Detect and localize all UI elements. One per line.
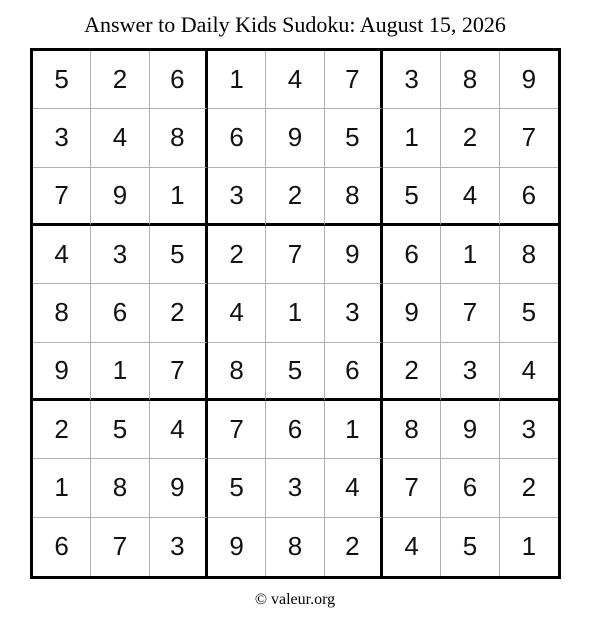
sudoku-cell-r5-c2: 6 <box>91 284 149 342</box>
sudoku-cell-r9-c6: 2 <box>325 518 383 576</box>
sudoku-cell-r3-c6: 8 <box>325 168 383 226</box>
sudoku-cell-r8-c5: 3 <box>266 459 324 517</box>
sudoku-cell-r9-c7: 4 <box>383 518 441 576</box>
sudoku-cell-r1-c5: 4 <box>266 51 324 109</box>
sudoku-cell-r7-c8: 9 <box>441 401 499 459</box>
sudoku-cell-r2-c1: 3 <box>33 109 91 167</box>
sudoku-cell-r8-c4: 5 <box>208 459 266 517</box>
sudoku-cell-r8-c6: 4 <box>325 459 383 517</box>
sudoku-cell-r5-c7: 9 <box>383 284 441 342</box>
sudoku-cell-r2-c4: 6 <box>208 109 266 167</box>
sudoku-cell-r4-c3: 5 <box>150 226 208 284</box>
sudoku-cell-r3-c9: 6 <box>500 168 558 226</box>
site-credit: © valeur.org <box>254 591 336 608</box>
sudoku-cell-r5-c3: 2 <box>150 284 208 342</box>
sudoku-cell-r5-c6: 3 <box>325 284 383 342</box>
sudoku-cell-r3-c3: 1 <box>150 168 208 226</box>
sudoku-cell-r8-c2: 8 <box>91 459 149 517</box>
sudoku-cell-r8-c8: 6 <box>441 459 499 517</box>
sudoku-cell-r1-c7: 3 <box>383 51 441 109</box>
sudoku-cell-r6-c1: 9 <box>33 343 91 401</box>
sudoku-cell-r3-c8: 4 <box>441 168 499 226</box>
sudoku-cell-r1-c8: 8 <box>441 51 499 109</box>
sudoku-cell-r7-c3: 4 <box>150 401 208 459</box>
sudoku-cell-r9-c4: 9 <box>208 518 266 576</box>
sudoku-cell-r4-c9: 8 <box>500 226 558 284</box>
sudoku-cell-r3-c7: 5 <box>383 168 441 226</box>
sudoku-cell-r7-c6: 1 <box>325 401 383 459</box>
sudoku-cell-r7-c9: 3 <box>500 401 558 459</box>
sudoku-cell-r8-c3: 9 <box>150 459 208 517</box>
sudoku-cell-r2-c8: 2 <box>441 109 499 167</box>
sudoku-cell-r3-c1: 7 <box>33 168 91 226</box>
sudoku-cell-r4-c5: 7 <box>266 226 324 284</box>
sudoku-cell-r3-c2: 9 <box>91 168 149 226</box>
sudoku-cell-r6-c9: 4 <box>500 343 558 401</box>
sudoku-cell-r1-c3: 6 <box>150 51 208 109</box>
sudoku-cell-r9-c8: 5 <box>441 518 499 576</box>
sudoku-cell-r1-c6: 7 <box>325 51 383 109</box>
sudoku-cell-r9-c9: 1 <box>521 531 537 562</box>
sudoku-cell-r2-c6: 5 <box>325 109 383 167</box>
sudoku-cell-r6-c4: 8 <box>208 343 266 401</box>
sudoku-cell-r4-c1: 4 <box>33 226 91 284</box>
sudoku-cell-r4-c8: 1 <box>441 226 499 284</box>
sudoku-cell-r5-c8: 7 <box>441 284 499 342</box>
sudoku-cell-r1-c2: 2 <box>91 51 149 109</box>
sudoku-cell-r6-c3: 7 <box>150 343 208 401</box>
sudoku-cell-r4-c7: 6 <box>383 226 441 284</box>
sudoku-cell-r5-c5: 1 <box>266 284 324 342</box>
sudoku-cell-r2-c7: 1 <box>383 109 441 167</box>
sudoku-cell-r9-c2: 7 <box>91 518 149 576</box>
sudoku-cell-r5-c4: 4 <box>208 284 266 342</box>
sudoku-cell-r5-c1: 8 <box>33 284 91 342</box>
sudoku-cell-r7-c4: 7 <box>208 401 266 459</box>
sudoku-cell-r6-c8: 3 <box>441 343 499 401</box>
sudoku-cell-r4-c4: 2 <box>208 226 266 284</box>
sudoku-cell-r8-c9: 2 <box>500 459 558 517</box>
sudoku-cell-r6-c6: 6 <box>325 343 383 401</box>
sudoku-cell-r9-c3: 3 <box>150 518 208 576</box>
sudoku-cell-r7-c5: 6 <box>266 401 324 459</box>
sudoku-cell-r7-c1: 2 <box>33 401 91 459</box>
sudoku-cell-r1-c4: 1 <box>208 51 266 109</box>
sudoku-cell-r4-c6: 9 <box>325 226 383 284</box>
sudoku-cell-r2-c3: 8 <box>150 109 208 167</box>
sudoku-cell-r2-c5: 9 <box>266 109 324 167</box>
sudoku-cell-r3-c5: 2 <box>266 168 324 226</box>
sudoku-cell-r8-c1: 1 <box>33 459 91 517</box>
sudoku-cell-r5-c9: 5 <box>500 284 558 342</box>
sudoku-cell-r7-c2: 5 <box>91 401 149 459</box>
sudoku-cell-r1-c9: 9 <box>500 51 558 109</box>
sudoku-cell-r6-c2: 1 <box>91 343 149 401</box>
sudoku-cell-r2-c2: 4 <box>91 109 149 167</box>
sudoku-cell-r2-c9: 7 <box>500 109 558 167</box>
sudoku-cell-r8-c7: 7 <box>383 459 441 517</box>
sudoku-cell-r1-c1: 5 <box>33 51 91 109</box>
sudoku-cell-r7-c7: 8 <box>383 401 441 459</box>
sudoku-cell-r9-c1: 6 <box>33 518 91 576</box>
sudoku-cell-r6-c7: 2 <box>383 343 441 401</box>
sudoku-cell-r3-c4: 3 <box>208 168 266 226</box>
sudoku-cell-r6-c5: 5 <box>266 343 324 401</box>
sudoku-cell-r4-c2: 3 <box>91 226 149 284</box>
sudoku-cell-r9-c5: 8 <box>266 518 324 576</box>
puzzle-title: Answer to Daily Kids Sudoku: August 15, 2026 <box>84 12 506 37</box>
sudoku-board <box>30 48 561 579</box>
